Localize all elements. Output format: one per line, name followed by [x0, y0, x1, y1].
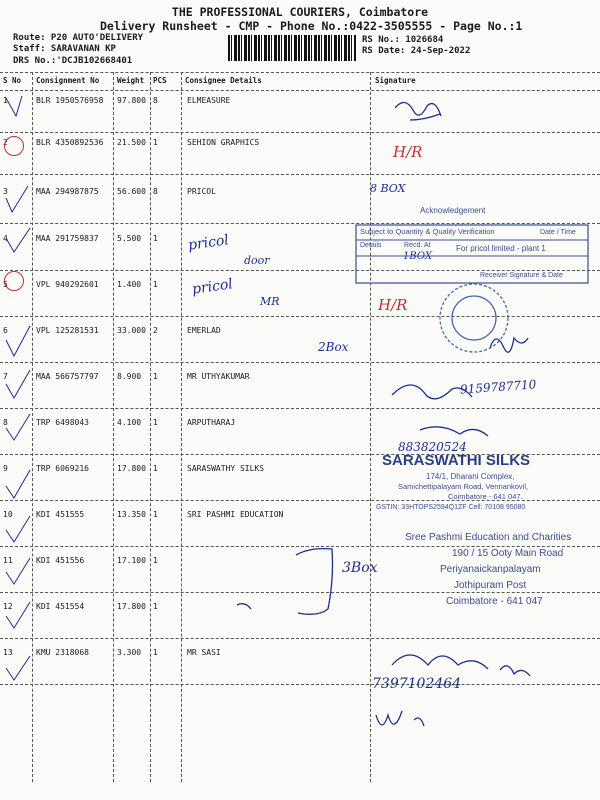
- rs-date: RS Date: 24-Sep-2022: [362, 46, 471, 56]
- stamp-date-time: Date / Time: [540, 229, 576, 236]
- row-consignee: ARPUTHARAJ: [187, 418, 236, 427]
- tick-mark: [6, 414, 30, 440]
- row-consignee: SARASWATHY SILKS: [187, 464, 265, 473]
- tick-mark: [6, 602, 30, 628]
- handwritten-box-count: 8 BOX: [370, 182, 406, 195]
- signature: [395, 102, 441, 120]
- pashmi-stamp: Sree Pashmi Education and Charities: [405, 532, 572, 543]
- signature: [237, 604, 251, 609]
- handwritten-mr: MR: [260, 295, 280, 308]
- saraswathi-gstin: GSTIN: 33HTOPS2594Q1ZF Cell: 70108 95080: [376, 504, 526, 511]
- row-sno: 12: [3, 602, 13, 611]
- row-consignee: MR SASI: [187, 648, 221, 657]
- row-sno: 10: [3, 510, 13, 519]
- tick-mark: [6, 326, 30, 356]
- saraswathi-address: 174/1, Dharani Complex,: [426, 472, 515, 481]
- row-weight: 3.300: [117, 648, 142, 657]
- tick-mark: [6, 370, 30, 398]
- row-weight: 1.400: [117, 280, 142, 289]
- stamp-pricol-plant: For pricol limited - plant 1: [456, 244, 546, 253]
- stamp-receiver-sign: Receiver Signature & Date: [480, 272, 563, 279]
- row-sno: 4: [3, 234, 8, 243]
- row-pcs: 8: [153, 187, 158, 196]
- stamp-verification: Subject to Quantity & Quality Verification: [360, 227, 495, 236]
- seal-circle: [440, 284, 508, 352]
- saraswathi-address: Samichettipalayam Road, Vennankovil,: [398, 482, 529, 491]
- col-weight: Weight: [117, 76, 145, 85]
- row-weight: 4.100: [117, 418, 142, 427]
- row-consignment: MAA 291759837: [36, 234, 99, 243]
- row-consignment: VPL 940292601: [36, 280, 99, 289]
- handwritten-box-count: 1BOX: [403, 251, 433, 262]
- drs-label: DRS No.:'DCJB102668401: [13, 56, 133, 66]
- pashmi-stamp: Coimbatore - 641 047: [446, 596, 543, 607]
- row-consignment: KDI 451555: [36, 510, 85, 519]
- tick-mark: [6, 470, 30, 498]
- route-label: Route: P20 AUTO'DELIVERY: [13, 33, 144, 43]
- signature: [296, 549, 333, 615]
- staff-label: Staff: SARAVANAN KP: [13, 44, 116, 54]
- row-pcs: 1: [153, 602, 158, 611]
- row-pcs: 1: [153, 648, 158, 657]
- saraswathi-address: Coimbatore - 641 047.: [448, 492, 523, 501]
- row-consignment: KMU 2318068: [36, 648, 89, 657]
- row-pcs: 1: [153, 234, 158, 243]
- runsheet-subtitle: Delivery Runsheet - CMP - Phone No.:0422-3505555 - Page No.:1: [100, 19, 523, 33]
- pashmi-stamp: Jothipuram Post: [454, 580, 527, 591]
- handwritten-box-count: 2Box: [318, 340, 349, 354]
- rs-no: RS No.: 1026684: [362, 35, 444, 45]
- row-pcs: 1: [153, 464, 158, 473]
- signature: [392, 385, 472, 399]
- row-weight: 8.900: [117, 372, 142, 381]
- row-consignee: SRI PASHMI EDUCATION: [187, 510, 284, 519]
- signature: [490, 338, 528, 352]
- row-sno: 13: [3, 648, 13, 657]
- stamp-details: Details: [360, 242, 382, 249]
- signature: [392, 655, 488, 669]
- row-weight: 13.350: [117, 510, 146, 519]
- row-consignee: ELMEASURE: [187, 96, 231, 105]
- row-sno: 6: [3, 326, 8, 335]
- saraswathi-stamp-name: SARASWATHI SILKS: [382, 452, 531, 469]
- hr-note: H/R: [393, 143, 423, 161]
- row-pcs: 1: [153, 510, 158, 519]
- pashmi-stamp: 190 / 15 Ooty Main Road: [452, 548, 564, 559]
- stamp-recd-at: Recd. At: [404, 242, 431, 249]
- row-consignee: PRICOL: [187, 187, 216, 196]
- row-consignment: BLR 1950576958: [36, 96, 104, 105]
- tick-mark: [6, 96, 22, 116]
- stamp-acknowledgement: Acknowledgement: [420, 206, 486, 215]
- row-consignee: SEHION GRAPHICS: [187, 138, 260, 147]
- tick-mark: [6, 186, 28, 212]
- row-pcs: 1: [153, 280, 158, 289]
- handwritten-box-count: 3Box: [342, 560, 378, 576]
- row-sno: 5: [3, 280, 8, 289]
- col-consignment: Consignment No: [36, 76, 100, 85]
- row-consignment: TRP 6069216: [36, 464, 89, 473]
- row-pcs: 1: [153, 138, 158, 147]
- tick-mark: [6, 558, 30, 584]
- col-consignee: Consignee Details: [185, 76, 262, 85]
- row-sno: 7: [3, 372, 8, 381]
- signature: [420, 427, 488, 436]
- row-sno: 3: [3, 187, 8, 196]
- row-consignment: BLR 4350892536: [36, 138, 104, 147]
- row-weight: 17.800: [117, 464, 146, 473]
- row-consignment: KDI 451556: [36, 556, 85, 565]
- row-consignment: MAA 294987875: [36, 187, 99, 196]
- pashmi-stamp: Periyanaickanpalayam: [440, 564, 541, 575]
- handwritten-phone: 7397102464: [372, 676, 462, 692]
- row-weight: 97.800: [117, 96, 146, 105]
- handwritten-phone: 9159787710: [459, 377, 537, 397]
- signature: [376, 711, 424, 726]
- handwritten-phone: 883820524: [398, 440, 467, 454]
- tick-mark: [6, 516, 30, 542]
- row-weight: 21.500: [117, 138, 146, 147]
- handwritten-pricol: pricol: [187, 232, 230, 254]
- hr-note: H/R: [378, 296, 408, 314]
- handwritten-door: door: [244, 254, 270, 267]
- col-pcs: PCS: [153, 76, 167, 85]
- row-weight: 33.000: [117, 326, 146, 335]
- row-pcs: 1: [153, 556, 158, 565]
- row-pcs: 2: [153, 326, 158, 335]
- row-consignment: VPL 125281531: [36, 326, 99, 335]
- col-signature: Signature: [375, 76, 416, 85]
- row-consignment: KDI 451554: [36, 602, 85, 611]
- row-pcs: 1: [153, 418, 158, 427]
- row-pcs: 1: [153, 372, 158, 381]
- row-weight: 17.800: [117, 602, 146, 611]
- row-pcs: 8: [153, 96, 158, 105]
- row-consignment: MAA 566757797: [36, 372, 99, 381]
- col-sno: S No: [3, 76, 22, 85]
- row-weight: 17.100: [117, 556, 146, 565]
- signature: [500, 666, 530, 676]
- row-weight: 5.500: [117, 234, 142, 243]
- row-sno: 9: [3, 464, 8, 473]
- row-consignment: TRP 6498043: [36, 418, 89, 427]
- row-sno: 1: [3, 96, 8, 105]
- tick-mark: [6, 656, 30, 680]
- row-consignee: EMERLAD: [187, 326, 221, 335]
- row-sno: 11: [3, 556, 13, 565]
- tick-mark: [6, 228, 30, 252]
- row-consignee: MR UTHYAKUMAR: [187, 372, 250, 381]
- handwritten-pricol: pricol: [191, 276, 234, 298]
- page-title: THE PROFESSIONAL COURIERS, Coimbatore: [171, 5, 429, 19]
- row-weight: 56.600: [117, 187, 146, 196]
- row-sno: 8: [3, 418, 8, 427]
- row-sno: 2: [3, 138, 8, 147]
